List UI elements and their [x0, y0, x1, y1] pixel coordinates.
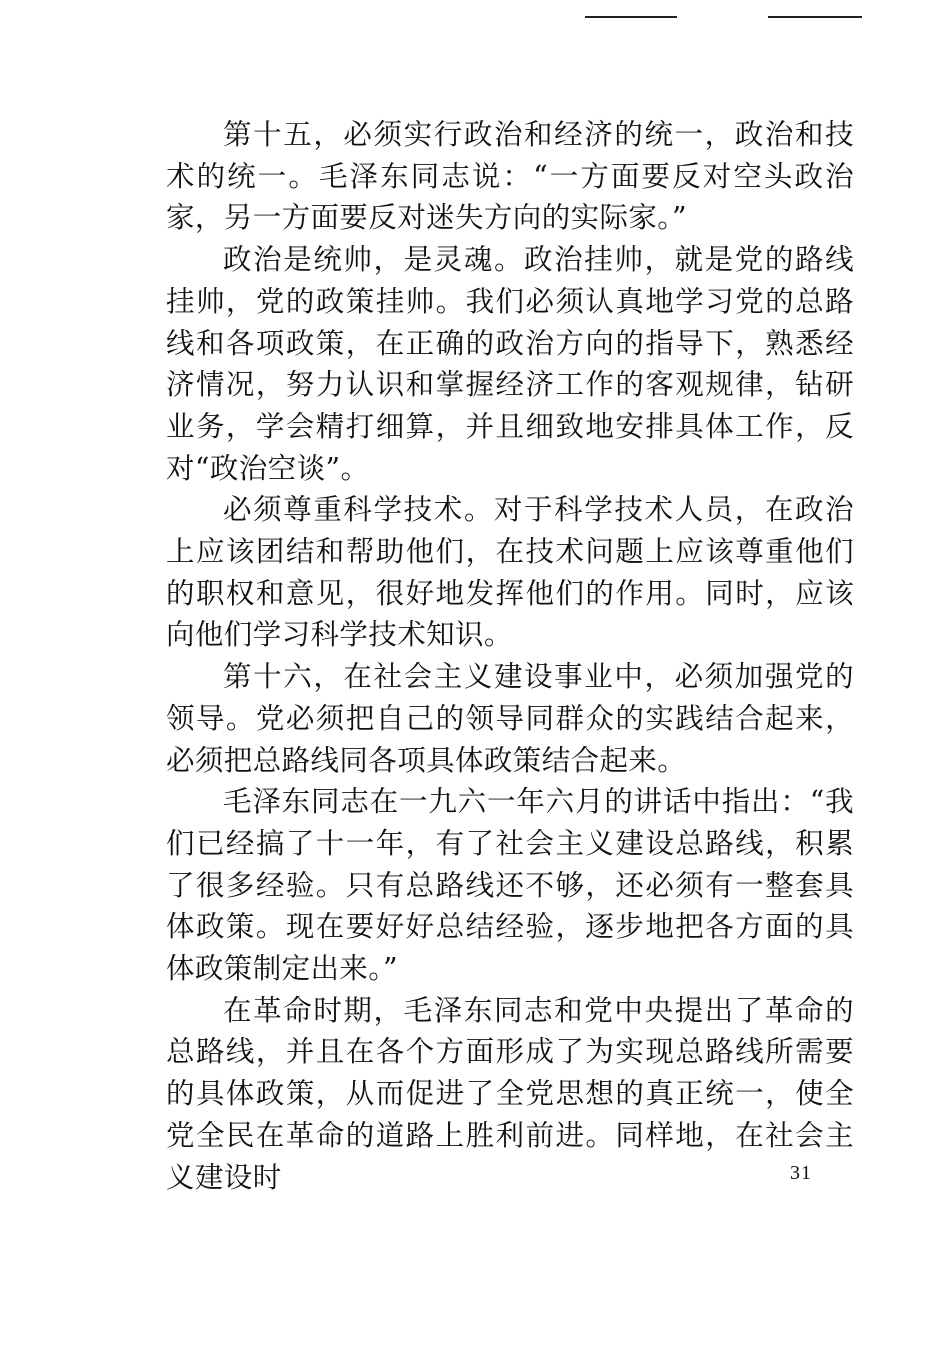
header-rule-right: [768, 16, 862, 18]
paragraph-2: 政治是统帅，是灵魂。政治挂帅，就是党的路线挂帅，党的政策挂帅。我们必须认真地学习党的总路线和各项政策，在正确的政治方向的指导下，熟悉经济情况，努力认识和掌握经济工作的客观规律，钻研业务，学会精打细算，并且细致地安排具体工作，反对“政治空谈”。: [166, 243, 854, 485]
header-rule-left: [585, 16, 677, 18]
page-number: 31: [790, 1162, 812, 1184]
paragraph-6: 在革命时期，毛泽东同志和党中央提出了革命的总路线，并且在各个方面形成了为实现总路线所需要的具体政策，从而促进了全党思想的真正统一，使全党全民在革命的道路上胜利前进。同样地，在社会主义建设时: [166, 993, 854, 1194]
paragraph-1: 第十五，必须实行政治和经济的统一，政治和技术的统一。毛泽东同志说：“一方面要反对空头政治家，另一方面要反对迷失方向的实际家。”: [166, 118, 854, 235]
paragraph-3: 必须尊重科学技术。对于科学技术人员，在政治上应该团结和帮助他们，在技术问题上应该尊重他们的职权和意见，很好地发挥他们的作用。同时，应该向他们学习科学技术知识。: [166, 493, 854, 652]
paragraph-5: 毛泽东同志在一九六一年六月的讲话中指出：“我们已经搞了十一年，有了社会主义建设总路线，积累了很多经验。只有总路线还不够，还必须有一整套具体政策。现在要好好总结经验，逐步地把各方面的具体政策制定出来。”: [166, 785, 854, 986]
page-body: [166, 114, 854, 1198]
paragraph-4: 第十六，在社会主义建设事业中，必须加强党的领导。党必须把自己的领导同群众的实践结合起来，必须把总路线同各项具体政策结合起来。: [166, 660, 854, 777]
